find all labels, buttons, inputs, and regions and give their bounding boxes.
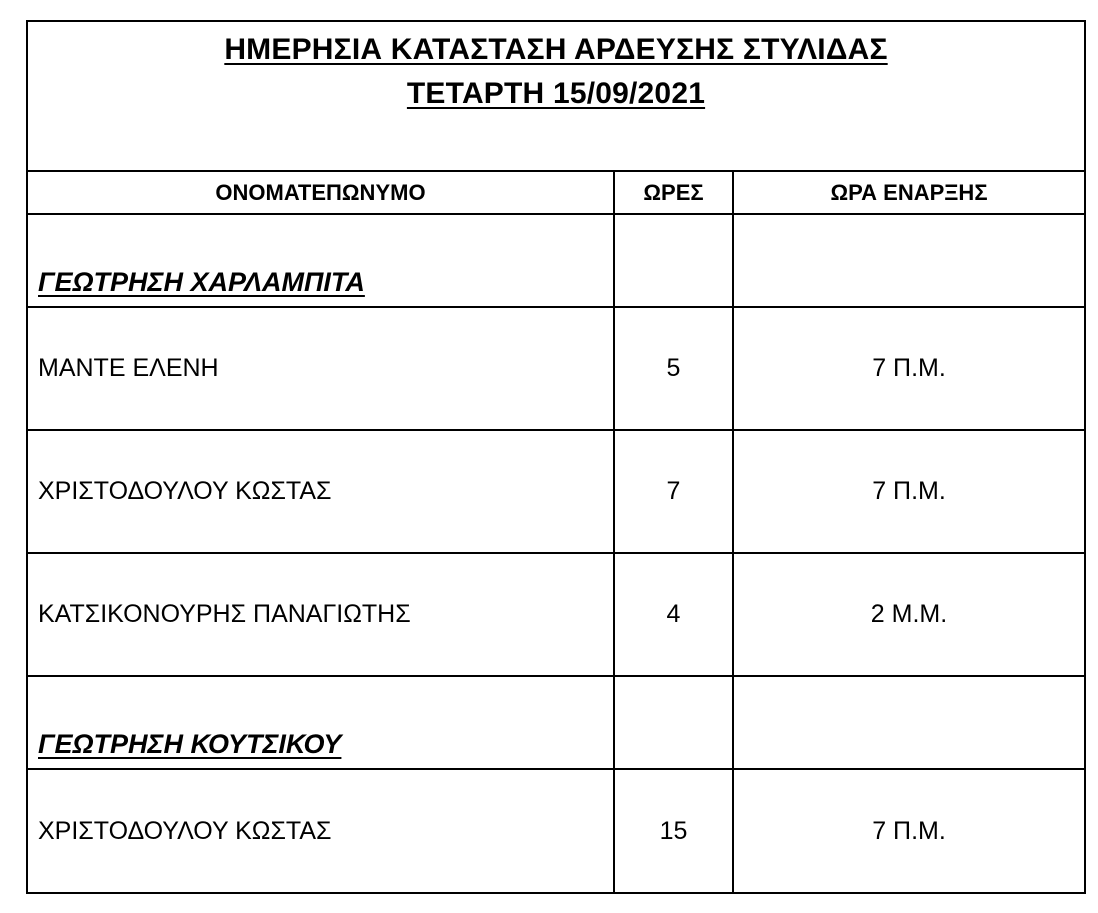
irrigation-hours: 4: [614, 553, 733, 676]
table-row: [28, 769, 1084, 892]
irrigation-hours: 5: [614, 307, 733, 430]
empty-cell: [733, 676, 1084, 769]
start-time: 7 Π.Μ.: [733, 430, 1084, 553]
irrigation-report: [26, 20, 1086, 894]
section-row: [28, 676, 1084, 769]
table-header-row: [28, 172, 1084, 214]
column-header-name: ΟΝΟΜΑΤΕΠΩΝΥΜΟ: [28, 172, 614, 214]
irrigation-hours: 15: [614, 769, 733, 892]
irrigation-hours: 7: [614, 430, 733, 553]
person-name: ΧΡΙΣΤΟΔΟΥΛΟΥ ΚΩΣΤΑΣ: [28, 769, 614, 892]
person-name: ΧΡΙΣΤΟΔΟΥΛΟΥ ΚΩΣΤΑΣ: [28, 430, 614, 553]
start-time: 7 Π.Μ.: [733, 769, 1084, 892]
report-title: ΗΜΕΡΗΣΙΑ ΚΑΤΑΣΤΑΣΗ ΑΡΔΕΥΣΗΣ ΣΤΥΛΙΔΑΣ: [224, 33, 888, 66]
empty-cell: [614, 214, 733, 307]
irrigation-table: [28, 172, 1084, 892]
section-cell: [28, 676, 614, 769]
section-row: [28, 214, 1084, 307]
empty-cell: [733, 214, 1084, 307]
person-name: ΜΑΝΤΕ ΕΛΕΝΗ: [28, 307, 614, 430]
start-time: 7 Π.Μ.: [733, 307, 1084, 430]
column-header-hours: ΩΡΕΣ: [614, 172, 733, 214]
start-time: 2 Μ.Μ.: [733, 553, 1084, 676]
table-row: [28, 553, 1084, 676]
empty-cell: [614, 676, 733, 769]
table-row: [28, 307, 1084, 430]
table-row: [28, 430, 1084, 553]
column-header-start-time: ΩΡΑ ΕΝΑΡΞΗΣ: [733, 172, 1084, 214]
section-title: ΓΕΩΤΡΗΣΗ ΧΑΡΛΑΜΠΙΤΑ: [38, 267, 365, 297]
section-cell: [28, 214, 614, 307]
report-header: [28, 22, 1084, 172]
report-date: ΤΕΤΑΡΤΗ 15/09/2021: [406, 77, 706, 110]
person-name: ΚΑΤΣΙΚΟΝΟΥΡΗΣ ΠΑΝΑΓΙΩΤΗΣ: [28, 553, 614, 676]
section-title: ΓΕΩΤΡΗΣΗ ΚΟΥΤΣΙΚΟΥ: [38, 729, 342, 759]
